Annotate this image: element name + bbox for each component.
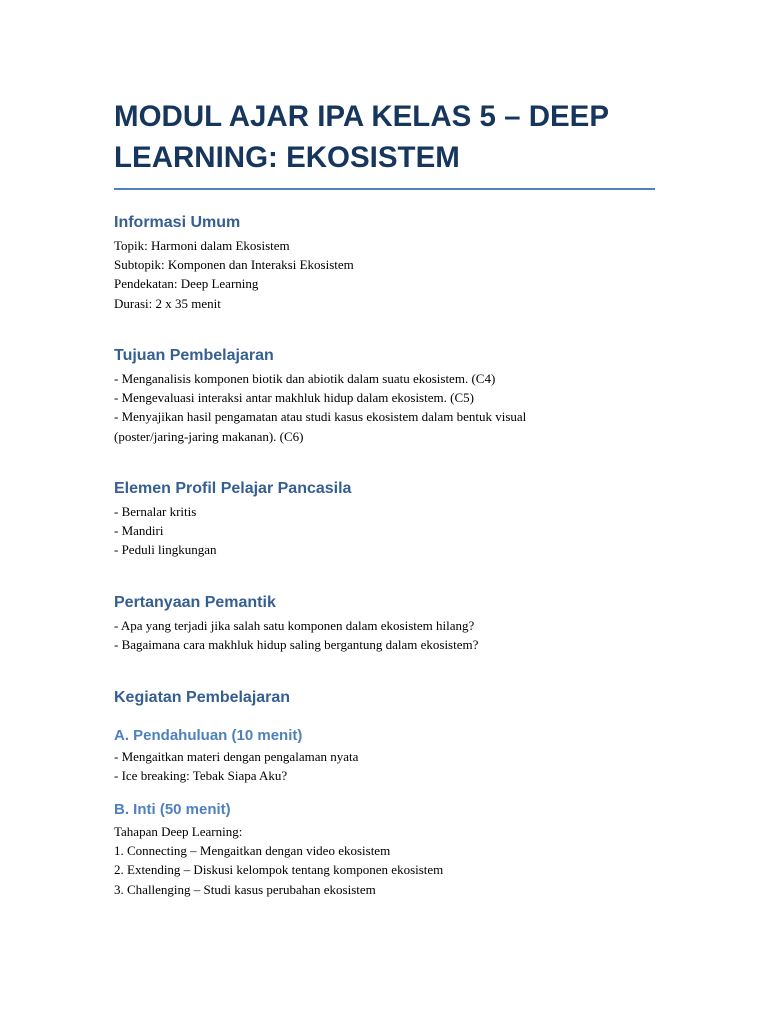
pemantik-item: - Bagaimana cara makhluk hidup saling bergantung dalam ekosistem? (114, 637, 479, 653)
tujuan-item: - Menyajikan hasil pengamatan atau studi kasus ekosistem dalam bentuk visual (114, 409, 527, 425)
section-tujuan (114, 345, 526, 446)
heading-tujuan: Tujuan Pembelajaran (114, 347, 274, 364)
inti-step: 1. Connecting – Mengaitkan dengan video ekosistem (114, 843, 391, 859)
section-pemantik (114, 592, 478, 654)
info-pendekatan: Pendekatan: Deep Learning (114, 276, 259, 292)
info-subtopik: Subtopik: Komponen dan Interaksi Ekosistem (114, 257, 354, 273)
section-profil (114, 478, 351, 560)
pendahuluan-item: - Ice breaking: Tebak Siapa Aku? (114, 768, 288, 784)
document-title: MODUL AJAR IPA KELAS 5 – DEEP LEARNING: EKOSISTEM (114, 100, 609, 174)
heading-pendahuluan: A. Pendahuluan (10 menit) (114, 727, 303, 744)
heading-inti: B. Inti (50 menit) (114, 801, 231, 818)
pendahuluan-item: - Mengaitkan materi dengan pengalaman nyata (114, 749, 359, 764)
tujuan-item: - Mengevaluasi interaksi antar makhluk hidup dalam ekosistem. (C5) (114, 390, 474, 406)
profil-item: - Peduli lingkungan (114, 542, 217, 558)
heading-pemantik: Pertanyaan Pemantik (114, 594, 276, 611)
section-inti (114, 799, 443, 899)
heading-informasi-umum: Informasi Umum (114, 214, 241, 231)
tujuan-item-continuation: (poster/jaring-jaring makanan). (C6) (114, 428, 304, 444)
pemantik-item: - Apa yang terjadi jika salah satu komponen dalam ekosistem hilang? (114, 618, 475, 633)
info-durasi: Durasi: 2 x 35 menit (114, 295, 221, 311)
section-kegiatan (114, 687, 290, 709)
profil-item: - Bernalar kritis (114, 504, 197, 519)
inti-intro: Tahapan Deep Learning: (114, 824, 243, 839)
heading-profil: Elemen Profil Pelajar Pancasila (114, 480, 352, 497)
tujuan-item: - Menganalisis komponen biotik dan abiotik dalam suatu ekosistem. (C4) (114, 371, 496, 386)
inti-step: 2. Extending – Diskusi kelompok tentang komponen ekosistem (114, 862, 444, 878)
section-informasi-umum (114, 212, 354, 313)
profil-item: - Mandiri (114, 523, 164, 539)
heading-kegiatan: Kegiatan Pembelajaran (114, 689, 291, 706)
section-pendahuluan (114, 725, 358, 785)
title-underline (114, 188, 655, 190)
info-topik: Topik: Harmoni dalam Ekosistem (114, 238, 290, 253)
inti-step: 3. Challenging – Studi kasus perubahan ekosistem (114, 881, 376, 897)
